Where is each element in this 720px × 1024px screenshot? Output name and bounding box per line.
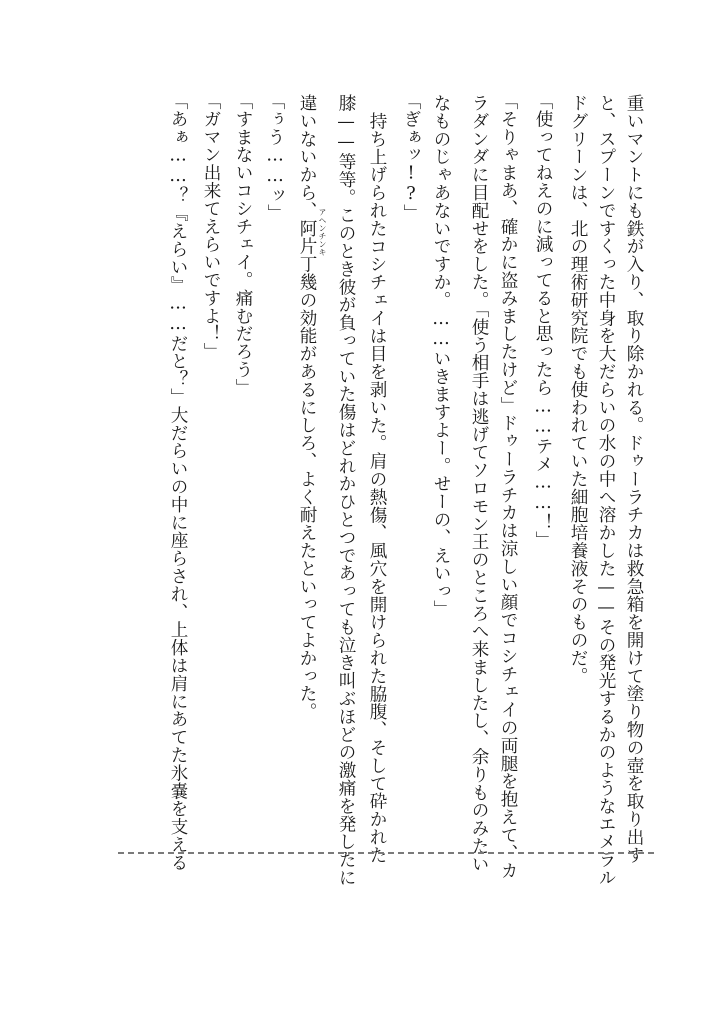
- ruby-reading: アヘンチンキ: [318, 208, 327, 256]
- text-line-15: 「あぁ……？『えらい』……だと？」大だらいの中に座らされ、上体は肩にあてた氷嚢を支える: [168, 92, 188, 872]
- text-line-4: 「使ってねえのに減ってると思ったら……テメ……！」: [533, 92, 553, 550]
- text-line-7: なものじゃあないですか。……いきますよー。せーの、えいっ」: [431, 94, 451, 618]
- text-line-9: 持ち上げられたコシチェイは目を剥いた。肩の熱傷、風穴を開けられた脇腹、そして砕かれた: [367, 112, 387, 864]
- text-line-10: 膝——等等。このとき彼が負っていた傷はどれかひとつであっても泣き叫ぶほどの激痛を発したに: [336, 94, 356, 887]
- text-line-6: ラダンダに目配せをした。「使う相手は逃げてソロモン王のところへ来ましたし、余りものみたい: [469, 94, 489, 873]
- text-line-8: 「ぎぁッ!?」: [401, 92, 421, 223]
- text-line-3: ドグリーンは、北の理術研究院でも使われていた細胞培養液そのものだ。: [568, 94, 588, 685]
- text-line-2: と、スプーンですくった中身を大だらいの水の中へ溶かした——その発光するかのようなエメラル: [596, 94, 616, 887]
- text-line-14: 「ガマン出来てえらいですよ！」: [201, 92, 221, 361]
- text-line-11: 違いないから、阿片丁幾の効能があるにしろ、よく耐えたといってよかった。: [297, 94, 317, 721]
- text-line-5: 「そりゃまあ、確かに盗みましたけど」ドゥーラチカは涼しい顔でコシチェイの両腿を抱えて、カ: [498, 92, 518, 880]
- bottom-divider: [118, 852, 654, 854]
- text-line-12: 「ぅう……ッ」: [265, 92, 285, 223]
- text-line-13: 「すまないコシチェイ。痛むだろう」: [233, 92, 253, 397]
- text-line-1: 重いマントにも鉄が入り、取り除かれる。ドゥーラチカは救急箱を開けて塗り物の壺を取り出す: [624, 94, 644, 864]
